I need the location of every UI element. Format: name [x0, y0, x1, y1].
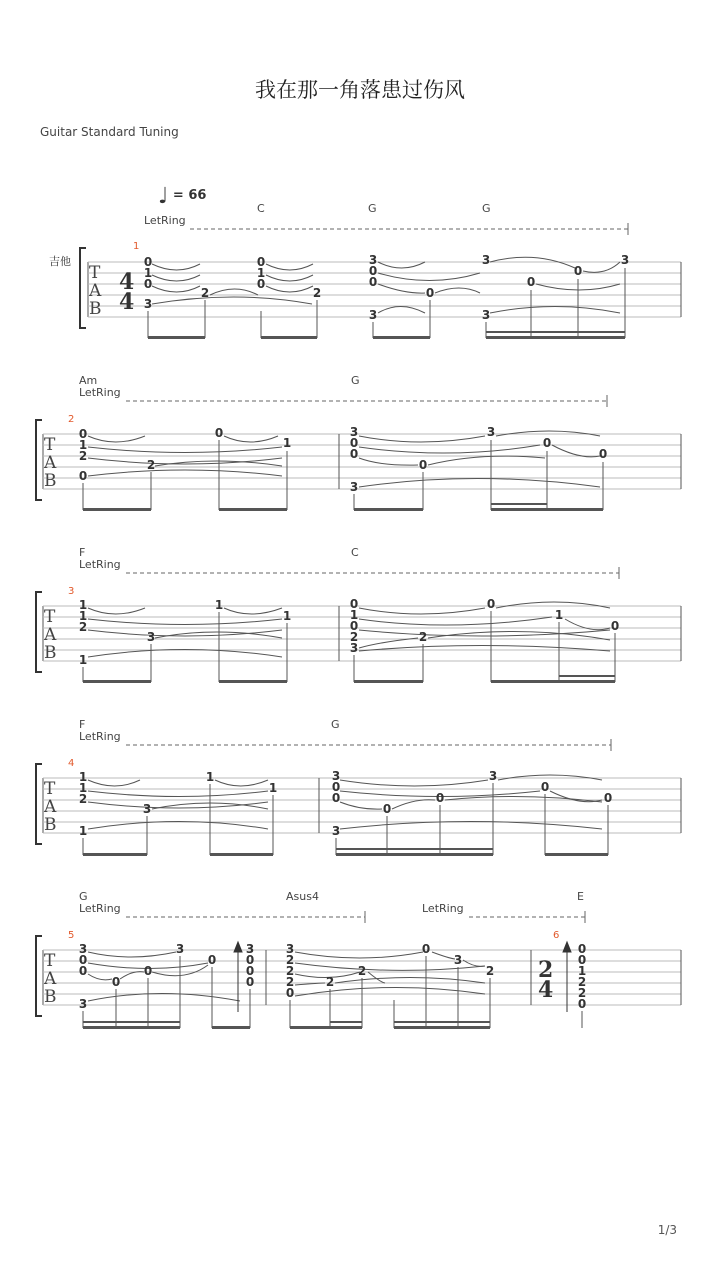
- tab-letter: B: [44, 471, 57, 491]
- tab-letter: B: [44, 643, 57, 663]
- fret-number: 2: [78, 792, 88, 806]
- fret-number: 3: [368, 253, 378, 267]
- letring-label: LetRing: [144, 214, 186, 227]
- fret-number: 3: [453, 953, 463, 967]
- fret-number: 3: [175, 942, 185, 956]
- fret-number: 2: [577, 986, 587, 1000]
- page-number: 1/3: [657, 1223, 677, 1237]
- measure-number: 5: [68, 930, 75, 941]
- time-signature-bottom: 4: [119, 289, 135, 315]
- measure-number: 1: [133, 241, 140, 252]
- fret-number: 0: [143, 277, 153, 291]
- chord-name: F: [79, 546, 86, 559]
- fret-number: 1: [282, 436, 292, 450]
- quarter-note-icon: ♩: [158, 184, 169, 209]
- fret-number: 3: [368, 308, 378, 322]
- fret-number: 3: [331, 824, 341, 838]
- fret-number: 1: [577, 964, 587, 978]
- fret-number: 0: [331, 780, 341, 794]
- tab-letter: T: [89, 263, 101, 283]
- letring-label: LetRing: [79, 730, 121, 743]
- time-signature-bottom: 4: [538, 977, 554, 1003]
- fret-number: 0: [256, 277, 266, 291]
- fret-number: 3: [78, 942, 88, 956]
- letring-label: LetRing: [422, 902, 464, 915]
- fret-number: 0: [421, 942, 431, 956]
- fret-number: 0: [245, 953, 255, 967]
- tab-letter: B: [89, 299, 102, 319]
- fret-number: 0: [285, 986, 295, 1000]
- fret-number: 3: [142, 802, 152, 816]
- tab-system-4: [0, 714, 720, 854]
- instrument-label: 吉他: [49, 255, 71, 268]
- fret-number: 0: [349, 447, 359, 461]
- fret-number: 0: [418, 458, 428, 472]
- tab-letter: T: [44, 607, 56, 627]
- fret-number: 3: [349, 480, 359, 494]
- fret-number: 2: [485, 964, 495, 978]
- tab-system-3: [0, 542, 720, 682]
- fret-number: 3: [486, 425, 496, 439]
- fret-number: 0: [78, 953, 88, 967]
- fret-number: 0: [349, 436, 359, 450]
- fret-number: 0: [143, 255, 153, 269]
- fret-number: 0: [207, 953, 217, 967]
- fret-number: 2: [200, 286, 210, 300]
- fret-number: 2: [418, 630, 428, 644]
- fret-number: 3: [481, 308, 491, 322]
- tab-letter: B: [44, 987, 57, 1007]
- fret-number: 1: [268, 781, 278, 795]
- chord-name: G: [351, 374, 360, 387]
- fret-number: 2: [357, 964, 367, 978]
- fret-number: 0: [78, 469, 88, 483]
- tab-letter: A: [44, 625, 57, 645]
- fret-number: 0: [573, 264, 583, 278]
- fret-number: 2: [577, 975, 587, 989]
- fret-number: 0: [78, 964, 88, 978]
- letring-label: LetRing: [79, 386, 121, 399]
- fret-number: 0: [78, 427, 88, 441]
- fret-number: 0: [245, 964, 255, 978]
- fret-number: 0: [542, 436, 552, 450]
- tempo-value: = 66: [172, 188, 207, 203]
- tuning-label: Guitar Standard Tuning: [40, 125, 179, 139]
- fret-number: 2: [146, 458, 156, 472]
- chord-name: C: [351, 546, 359, 559]
- fret-number: 0: [143, 964, 153, 978]
- fret-number: 1: [78, 824, 88, 838]
- chord-name: C: [257, 202, 265, 215]
- fret-number: 1: [554, 608, 564, 622]
- fret-number: 3: [143, 297, 153, 311]
- fret-number: 2: [285, 953, 295, 967]
- fret-number: 3: [620, 253, 630, 267]
- fret-number: 3: [349, 425, 359, 439]
- fret-number: 0: [435, 791, 445, 805]
- fret-number: 1: [78, 609, 88, 623]
- chord-name: G: [368, 202, 377, 215]
- fret-number: 0: [368, 264, 378, 278]
- fret-number: 1: [78, 781, 88, 795]
- measure-number: 3: [68, 586, 75, 597]
- fret-number: 0: [577, 953, 587, 967]
- tab-letter: T: [44, 779, 56, 799]
- fret-number: 3: [245, 942, 255, 956]
- tab-letter: A: [89, 281, 102, 301]
- fret-number: 3: [349, 641, 359, 655]
- tab-system-2: [0, 370, 720, 510]
- fret-number: 1: [214, 598, 224, 612]
- fret-number: 3: [488, 769, 498, 783]
- fret-number: 0: [256, 255, 266, 269]
- fret-number: 1: [349, 608, 359, 622]
- fret-number: 0: [540, 780, 550, 794]
- fret-number: 1: [205, 770, 215, 784]
- tab-letter: A: [44, 969, 57, 989]
- tab-letter: A: [44, 453, 57, 473]
- fret-number: 2: [285, 964, 295, 978]
- fret-number: 2: [325, 975, 335, 989]
- song-title: 我在那一角落患过伤风: [255, 78, 465, 102]
- tab-system-1: [0, 200, 720, 340]
- fret-number: 2: [312, 286, 322, 300]
- chord-name: G: [79, 890, 88, 903]
- fret-number: 0: [603, 791, 613, 805]
- fret-number: 0: [577, 997, 587, 1011]
- measure-number: 6: [553, 930, 560, 941]
- tab-letter: T: [44, 435, 56, 455]
- fret-number: 0: [577, 942, 587, 956]
- fret-number: 1: [256, 266, 266, 280]
- measure-number: 2: [68, 414, 75, 425]
- fret-number: 0: [245, 975, 255, 989]
- fret-number: 1: [78, 598, 88, 612]
- fret-number: 0: [526, 275, 536, 289]
- fret-number: 0: [349, 597, 359, 611]
- fret-number: 0: [111, 975, 121, 989]
- fret-number: 0: [331, 791, 341, 805]
- fret-number: 1: [143, 266, 153, 280]
- chord-name: Asus4: [286, 890, 319, 903]
- tab-letter: B: [44, 815, 57, 835]
- fret-number: 1: [78, 438, 88, 452]
- time-signature-top: 4: [119, 269, 135, 295]
- chord-name: E: [577, 890, 584, 903]
- fret-number: 2: [78, 449, 88, 463]
- fret-number: 3: [331, 769, 341, 783]
- measure-number: 4: [68, 758, 75, 769]
- fret-number: 3: [146, 630, 156, 644]
- chord-name: F: [79, 718, 86, 731]
- letring-label: LetRing: [79, 558, 121, 571]
- fret-number: 2: [285, 975, 295, 989]
- tab-letter: T: [44, 951, 56, 971]
- fret-number: 3: [285, 942, 295, 956]
- fret-number: 0: [214, 426, 224, 440]
- fret-number: 0: [382, 802, 392, 816]
- fret-number: 3: [481, 253, 491, 267]
- fret-number: 2: [78, 620, 88, 634]
- chord-name: G: [331, 718, 340, 731]
- fret-number: 1: [78, 770, 88, 784]
- time-signature-top: 2: [538, 957, 554, 983]
- tab-system-5: [0, 885, 720, 1035]
- fret-number: 0: [610, 619, 620, 633]
- fret-number: 3: [78, 997, 88, 1011]
- fret-number: 0: [425, 286, 435, 300]
- tab-letter: A: [44, 797, 57, 817]
- fret-number: 0: [349, 619, 359, 633]
- chord-name: Am: [79, 374, 98, 387]
- fret-number: 1: [282, 609, 292, 623]
- fret-number: 0: [368, 275, 378, 289]
- fret-number: 2: [349, 630, 359, 644]
- fret-number: 0: [598, 447, 608, 461]
- chord-name: G: [482, 202, 491, 215]
- fret-number: 0: [486, 597, 496, 611]
- letring-label: LetRing: [79, 902, 121, 915]
- fret-number: 1: [78, 653, 88, 667]
